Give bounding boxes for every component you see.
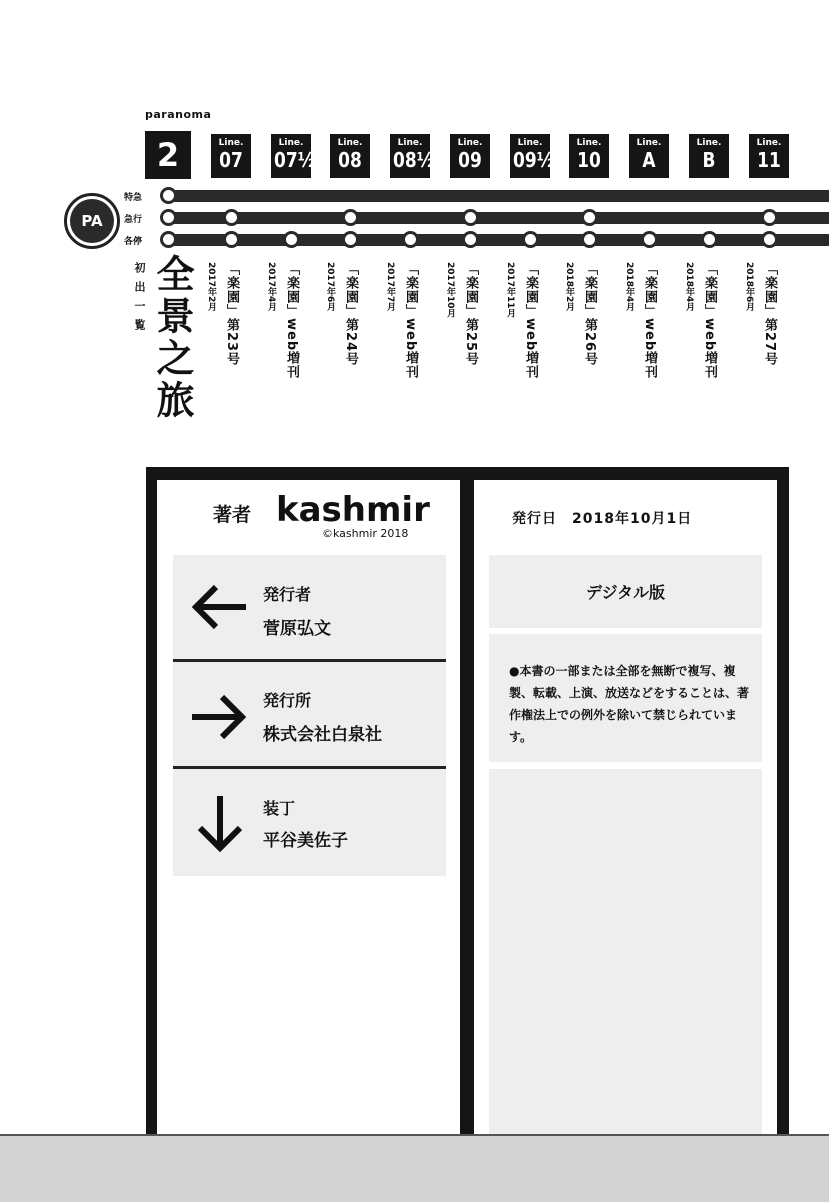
station-stop <box>223 231 240 248</box>
station-stop <box>522 231 539 248</box>
station-stop <box>581 231 598 248</box>
station-stop <box>402 231 419 248</box>
line-number: 08½ <box>393 148 435 172</box>
line-prefix: Line. <box>397 138 423 148</box>
volume-number: 2 <box>145 131 191 179</box>
line-prefix: Line. <box>517 138 543 148</box>
line-number: 09½ <box>513 148 555 172</box>
line-prefix: Line. <box>337 138 363 148</box>
track-line-express <box>170 190 829 202</box>
station-stop <box>223 209 240 226</box>
entry-publication: 「楽園」第27号 <box>762 262 777 367</box>
track-label-rapid: 急行 <box>124 215 143 225</box>
station-stop <box>701 231 718 248</box>
line-box <box>510 134 555 178</box>
entry-publication: 「楽園」第26号 <box>582 262 597 367</box>
station-stop <box>641 231 658 248</box>
copyright-notice: ●本書の一部または全部を無断で複写、複製、転載、上演、放送などをすることは、著作権法上での例外を除いて禁じられています。 <box>509 664 750 744</box>
line-prefix: Line. <box>696 138 722 148</box>
station-stop <box>462 231 479 248</box>
edition-label: デジタル版 <box>585 583 666 602</box>
line-prefix: Line. <box>756 138 782 148</box>
track-line-local <box>170 234 829 246</box>
line-box <box>330 134 370 178</box>
blank-box <box>489 769 762 1137</box>
entry-date: 2017年10月 <box>445 262 455 318</box>
station-stop <box>160 231 177 248</box>
line-box <box>271 134 316 178</box>
track-label-express: 特急 <box>124 193 143 203</box>
line-box <box>211 134 251 178</box>
entry-publication: 「楽園」web増刊 <box>403 262 418 380</box>
pa-badge-label: PA <box>70 199 114 243</box>
line-number: 10 <box>577 148 601 172</box>
line-number: 07 <box>219 148 243 172</box>
station-stop <box>160 187 177 204</box>
entry-publication: 「楽園」web増刊 <box>523 262 538 380</box>
line-number: B <box>702 148 716 172</box>
entry-date: 2018年4月 <box>684 262 694 312</box>
series-label: paranoma <box>145 108 212 121</box>
entry-publication: 「楽園」第25号 <box>463 262 478 367</box>
line-number: 09 <box>458 148 482 172</box>
entry-publication: 「楽園」web増刊 <box>702 262 717 380</box>
line-prefix: Line. <box>457 138 483 148</box>
line-box <box>689 134 729 178</box>
design-label: 装丁 <box>263 799 296 818</box>
station-stop <box>342 209 359 226</box>
publisher-label: 発行者 <box>263 585 312 604</box>
track-label-local: 各停 <box>124 237 143 247</box>
publisher-name: 菅原弘文 <box>263 619 331 639</box>
entry-publication: 「楽園」web増刊 <box>284 262 299 380</box>
station-stop <box>160 209 177 226</box>
station-stop <box>761 231 778 248</box>
station-stop <box>761 209 778 226</box>
book-title: 全景之旅 <box>150 254 195 422</box>
entry-date: 2018年4月 <box>624 262 634 312</box>
entry-date: 2017年2月 <box>206 262 216 312</box>
line-box <box>569 134 609 178</box>
entry-publication: 「楽園」web増刊 <box>642 262 657 380</box>
line-prefix: Line. <box>278 138 304 148</box>
line-prefix: Line. <box>636 138 662 148</box>
entry-date: 2018年2月 <box>564 262 574 312</box>
arrow-down-icon <box>190 792 250 856</box>
author-label: 著者 <box>213 504 252 526</box>
issue-date: 発行日 2018年10月1日 <box>512 511 693 527</box>
line-number: 11 <box>757 148 781 172</box>
first-publication-label: 初出一覧 <box>133 262 146 338</box>
design-name: 平谷美佐子 <box>263 831 348 851</box>
line-prefix: Line. <box>218 138 244 148</box>
station-stop <box>342 231 359 248</box>
office-label: 発行所 <box>263 691 312 710</box>
line-number: A <box>642 148 656 172</box>
line-box <box>450 134 490 178</box>
entry-date: 2017年7月 <box>385 262 395 312</box>
pa-badge <box>64 193 120 249</box>
entry-date: 2017年6月 <box>325 262 335 312</box>
line-box <box>749 134 789 178</box>
platform-floor <box>0 1134 829 1202</box>
line-box <box>390 134 435 178</box>
entry-date: 2017年4月 <box>266 262 276 312</box>
station-stop <box>581 209 598 226</box>
line-number: 08 <box>338 148 362 172</box>
entry-date: 2018年6月 <box>744 262 754 312</box>
office-name: 株式会社白泉社 <box>263 725 382 745</box>
entry-date: 2017年11月 <box>505 262 515 318</box>
copyright: ©kashmir 2018 <box>322 527 409 540</box>
entry-publication: 「楽園」第23号 <box>224 262 239 367</box>
line-number: 07½ <box>274 148 316 172</box>
author-name: kashmir <box>276 490 430 530</box>
station-stop <box>283 231 300 248</box>
line-prefix: Line. <box>576 138 602 148</box>
track-line-rapid <box>170 212 829 224</box>
line-box <box>629 134 669 178</box>
arrow-right-icon <box>188 690 252 744</box>
arrow-left-icon <box>188 580 252 634</box>
entry-publication: 「楽園」第24号 <box>343 262 358 367</box>
station-stop <box>462 209 479 226</box>
